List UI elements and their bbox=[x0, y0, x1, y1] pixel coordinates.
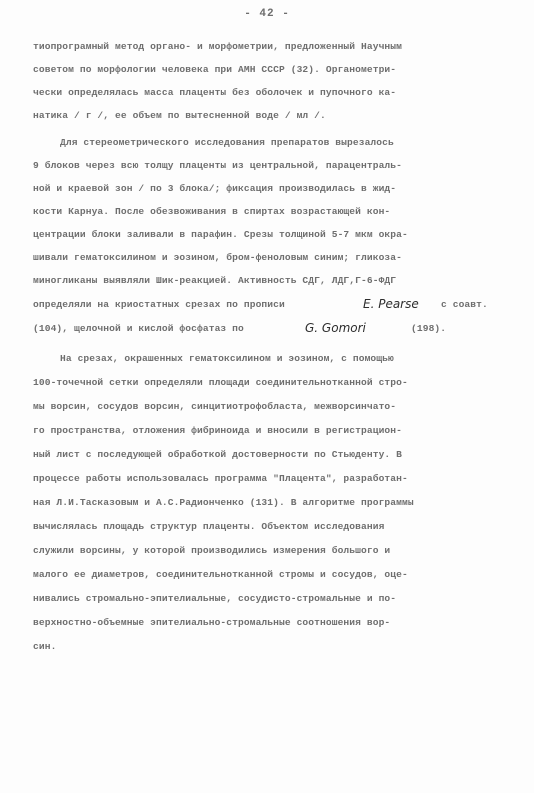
text-line: ной и краевой зон / по 3 блока/; фиксация производилась в жид- bbox=[33, 183, 397, 194]
text-line: ный лист с последующей обработкой достоверности по Стьюденту. В bbox=[33, 449, 403, 460]
text-line: вычислялась площадь структур плаценты. Объектом исследования bbox=[33, 521, 385, 532]
text-line: 9 блоков через всю толщу плаценты из центральной, парацентраль- bbox=[33, 160, 403, 171]
text-line: (104), щелочной и кислой фосфатаз по bbox=[33, 323, 244, 334]
text-line: определяли на криостатных срезах по прописи bbox=[33, 299, 285, 310]
text-line: центрации блоки заливали в парафин. Срезы толщиной 5-7 мкм окра- bbox=[33, 229, 408, 240]
text-line: шивали гематоксилином и эозином, бром-феноловым синим; гликоза- bbox=[33, 252, 403, 263]
page-number: - 42 - bbox=[244, 8, 290, 20]
handwritten-author-name: G. Gomori bbox=[305, 321, 366, 335]
text-line: тиопрограмный метод органо- и морфометрии, предложенный Научным bbox=[33, 41, 403, 52]
text-line: мы ворсин, сосудов ворсин, синцитиотрофобласта, межворсинчато- bbox=[33, 401, 397, 412]
handwritten-author-name: E. Pearse bbox=[363, 297, 419, 311]
text-line: кости Карнуа. После обезвоживания в спиртах возрастающей кон- bbox=[33, 206, 391, 217]
text-line: 100-точечной сетки определяли площади соединительнотканной стро- bbox=[33, 377, 408, 388]
text-line: натика / г /, ее объем по вытесненной воде / мл /. bbox=[33, 110, 326, 121]
text-line: го пространства, отложения фибриноида и вносили в регистрацион- bbox=[33, 425, 403, 436]
text-line: служили ворсины, у которой производились измерения большого и bbox=[33, 545, 391, 556]
text-line: с соавт. bbox=[441, 299, 488, 310]
text-line: (198). bbox=[411, 323, 447, 334]
text-line: верхностно-объемные эпителиально-стромальные соотношения вор- bbox=[33, 617, 391, 628]
text-line: ная Л.И.Тасказовым и А.С.Радионченко (131). В алгоритме программы bbox=[33, 497, 414, 508]
text-line: процессе работы использовалась программа "Плацента", разработан- bbox=[33, 473, 408, 484]
text-line: чески определялась масса плаценты без оболочек и пупочного ка- bbox=[33, 87, 397, 98]
text-line: Для стереометрического исследования препаратов вырезалось bbox=[60, 137, 394, 148]
text-line: миногликаны выявляли Шик-реакцией. Активность СДГ, ЛДГ,Г-6-ФДГ bbox=[33, 275, 397, 286]
text-line: советом по морфологии человека при АМН СССР (32). Органометри- bbox=[33, 64, 397, 75]
text-line: нивались стромально-эпителиальные, сосудисто-стромальные и по- bbox=[33, 593, 397, 604]
text-line: На срезах, окрашенных гематоксилином и эозином, с помощью bbox=[60, 353, 394, 364]
text-line: малого ее диаметров, соединительнотканной стромы и сосудов, оце- bbox=[33, 569, 408, 580]
text-line: син. bbox=[33, 641, 57, 652]
